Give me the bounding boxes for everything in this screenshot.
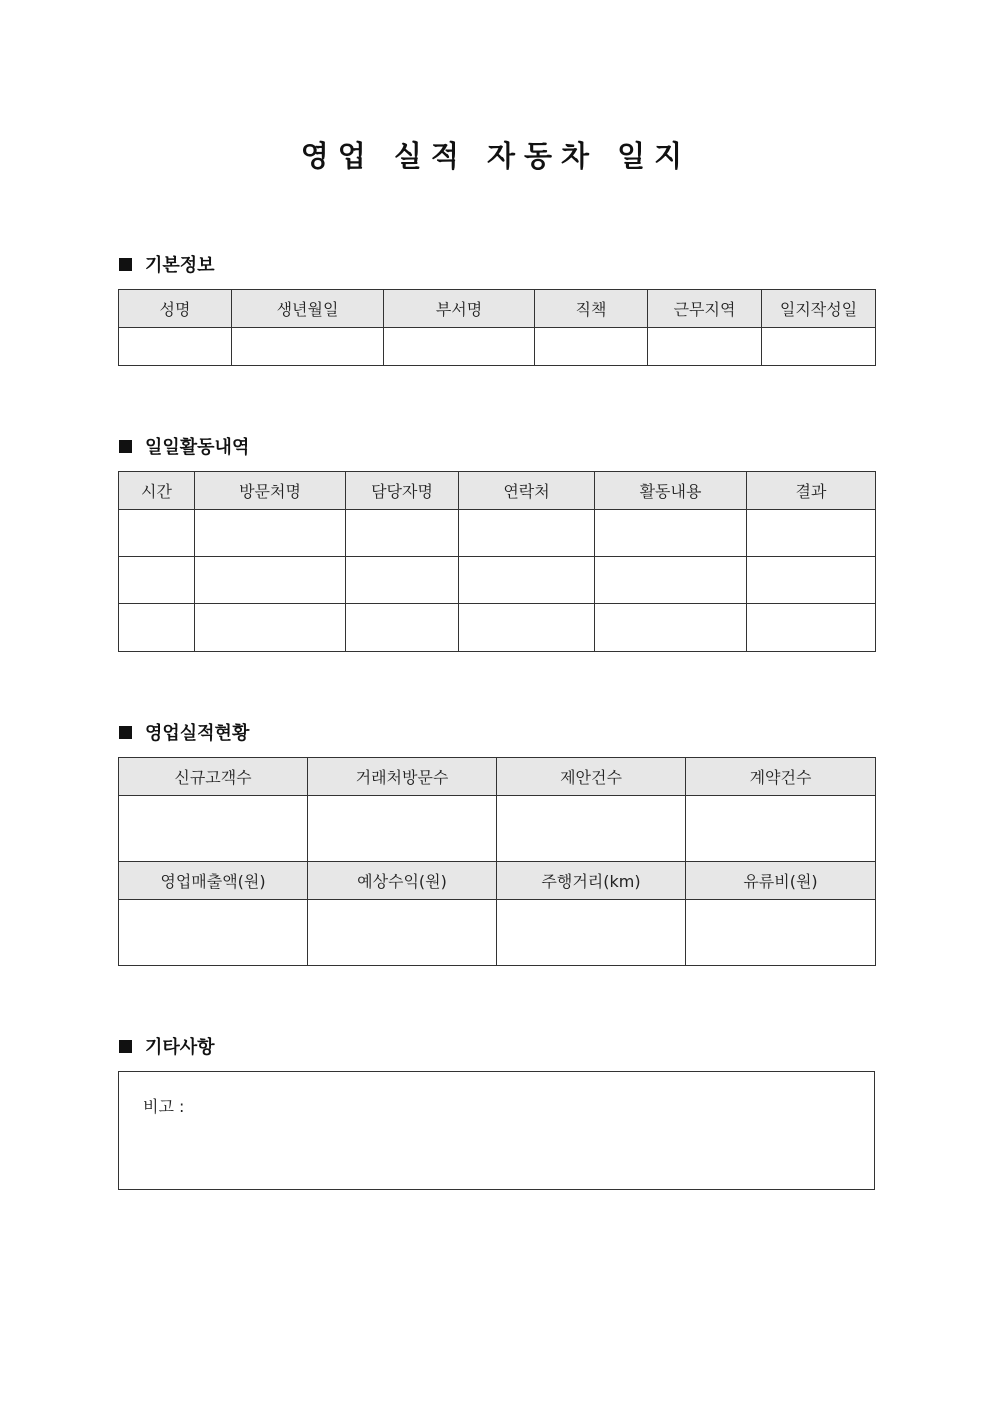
column-header-log-date: 일지작성일 bbox=[762, 290, 876, 328]
department-cell[interactable] bbox=[384, 328, 535, 366]
section-heading-sales-performance bbox=[119, 720, 249, 744]
section-title: 기타사항 bbox=[145, 1037, 215, 1058]
daily-activity-table bbox=[118, 471, 876, 652]
table-row bbox=[119, 557, 876, 604]
birthdate-cell[interactable] bbox=[232, 328, 384, 366]
section-title: 영업실적현황 bbox=[145, 723, 250, 744]
work-area-cell[interactable] bbox=[648, 328, 762, 366]
column-header-phone: 연락처 bbox=[459, 472, 595, 510]
column-header-result: 결과 bbox=[747, 472, 876, 510]
table-cell[interactable] bbox=[747, 557, 876, 604]
log-date-cell[interactable] bbox=[762, 328, 876, 366]
column-header-mileage: 주행거리(km) bbox=[497, 862, 686, 900]
square-bullet-icon bbox=[119, 726, 132, 739]
column-header-department: 부서명 bbox=[384, 290, 535, 328]
column-header-birthdate: 생년월일 bbox=[232, 290, 384, 328]
table-cell[interactable] bbox=[346, 557, 459, 604]
table-cell[interactable] bbox=[459, 604, 595, 652]
table-cell[interactable] bbox=[459, 557, 595, 604]
column-header-contact-person: 담당자명 bbox=[346, 472, 459, 510]
section-title: 기본정보 bbox=[145, 255, 215, 276]
column-header-work-area: 근무지역 bbox=[648, 290, 762, 328]
table-cell[interactable] bbox=[119, 510, 195, 557]
column-header-fuel-cost: 유류비(원) bbox=[686, 862, 876, 900]
table-cell[interactable] bbox=[595, 510, 747, 557]
section-heading-basic-info bbox=[119, 252, 215, 276]
table-row bbox=[119, 604, 876, 652]
page-title: 영업 실적 자동차 일지 bbox=[300, 139, 692, 173]
table-cell[interactable] bbox=[195, 510, 346, 557]
table-cell[interactable] bbox=[747, 604, 876, 652]
table-cell[interactable] bbox=[595, 604, 747, 652]
table-cell[interactable] bbox=[195, 604, 346, 652]
client-visits-cell[interactable] bbox=[308, 796, 497, 862]
column-header-client-visits: 거래처방문수 bbox=[308, 758, 497, 796]
column-header-name: 성명 bbox=[119, 290, 232, 328]
section-heading-other bbox=[119, 1034, 215, 1058]
sales-performance-table bbox=[118, 757, 876, 966]
sales-revenue-cell[interactable] bbox=[119, 900, 308, 966]
basic-info-table bbox=[118, 289, 876, 366]
table-cell[interactable] bbox=[195, 557, 346, 604]
contracts-cell[interactable] bbox=[686, 796, 876, 862]
section-title: 일일활동내역 bbox=[145, 437, 250, 458]
column-header-time: 시간 bbox=[119, 472, 195, 510]
column-header-expected-profit: 예상수익(원) bbox=[308, 862, 497, 900]
column-header-proposals: 제안건수 bbox=[497, 758, 686, 796]
new-customers-cell[interactable] bbox=[119, 796, 308, 862]
square-bullet-icon bbox=[119, 1040, 132, 1053]
section-heading-daily-activity bbox=[119, 434, 249, 458]
table-cell[interactable] bbox=[459, 510, 595, 557]
remarks-box[interactable] bbox=[118, 1071, 875, 1190]
column-header-contracts: 계약건수 bbox=[686, 758, 876, 796]
name-cell[interactable] bbox=[119, 328, 232, 366]
fuel-cost-cell[interactable] bbox=[686, 900, 876, 966]
table-cell[interactable] bbox=[747, 510, 876, 557]
square-bullet-icon bbox=[119, 258, 132, 271]
table-cell[interactable] bbox=[119, 604, 195, 652]
column-header-visit-place: 방문처명 bbox=[195, 472, 346, 510]
table-cell[interactable] bbox=[346, 604, 459, 652]
column-header-activity: 활동내용 bbox=[595, 472, 747, 510]
square-bullet-icon bbox=[119, 440, 132, 453]
column-header-sales-revenue: 영업매출액(원) bbox=[119, 862, 308, 900]
position-cell[interactable] bbox=[535, 328, 648, 366]
mileage-cell[interactable] bbox=[497, 900, 686, 966]
table-cell[interactable] bbox=[595, 557, 747, 604]
column-header-new-customers: 신규고객수 bbox=[119, 758, 308, 796]
table-cell[interactable] bbox=[119, 557, 195, 604]
table-row bbox=[119, 510, 876, 557]
table-cell[interactable] bbox=[346, 510, 459, 557]
remarks-label: 비고 : bbox=[143, 1097, 185, 1116]
expected-profit-cell[interactable] bbox=[308, 900, 497, 966]
column-header-position: 직책 bbox=[535, 290, 648, 328]
proposals-cell[interactable] bbox=[497, 796, 686, 862]
